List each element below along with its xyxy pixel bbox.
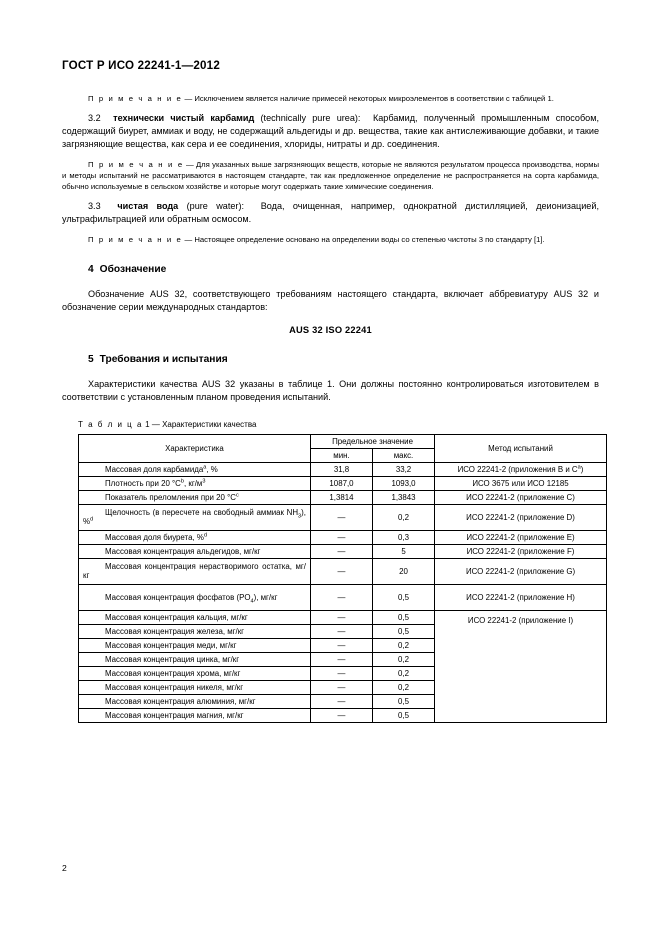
table-caption-word: Т а б л и ц а bbox=[78, 419, 143, 429]
cell-characteristic: Массовая концентрация железа, мг/кг bbox=[79, 624, 311, 638]
table-row bbox=[79, 476, 607, 490]
cell-max: 0,5 bbox=[373, 584, 435, 610]
cell-min: — bbox=[311, 610, 373, 624]
cell-characteristic: Показатель преломления при 20 $^\circ C^c$ bbox=[79, 490, 311, 504]
cell-characteristic: Массовая концентрация фосфатов $(PO_4)$, мг/кг bbox=[79, 584, 311, 610]
cell-max: 0,2 bbox=[373, 666, 435, 680]
superscript: c bbox=[235, 492, 239, 499]
cell-max: 20 bbox=[373, 558, 435, 584]
superscript: a bbox=[203, 464, 207, 471]
note-label: П р и м е ч а н и е bbox=[88, 234, 183, 244]
section-4-title: Обозначение bbox=[99, 264, 167, 276]
term-3-2-english: (technically pure urea): bbox=[260, 112, 361, 123]
cell-method: ИСО 22241-2 (приложение E) bbox=[435, 530, 607, 544]
cell-characteristic: Массовая доля биурета, %$^d$ bbox=[79, 530, 311, 544]
table-row bbox=[79, 504, 607, 530]
document-header: ГОСТ Р ИСО 22241-1—2012 bbox=[62, 59, 220, 72]
cell-min: — bbox=[311, 694, 373, 708]
table-row bbox=[79, 558, 607, 584]
cell-min: — bbox=[311, 666, 373, 680]
cell-method: ИСО 22241-2 (приложение H) bbox=[435, 584, 607, 610]
header-min: мин. bbox=[311, 448, 373, 462]
cell-characteristic: Массовая концентрация меди, мг/кг bbox=[79, 638, 311, 652]
note-paragraph-3 bbox=[62, 234, 599, 245]
cell-max: 1,3843 bbox=[373, 490, 435, 504]
note-paragraph-1 bbox=[62, 93, 599, 104]
cell-method: ИСО 22241-2 (приложение F) bbox=[435, 544, 607, 558]
section-4-number: 4 bbox=[88, 264, 94, 276]
section-4-heading bbox=[62, 264, 599, 275]
note-dash: — bbox=[182, 234, 195, 244]
quality-characteristics-table bbox=[78, 434, 607, 723]
table-caption-number: 1 bbox=[145, 419, 150, 429]
table-row bbox=[79, 490, 607, 504]
term-3-2-name: технически чистый карбамид bbox=[113, 112, 255, 123]
table-body bbox=[79, 462, 607, 722]
cell-min: 31,8 bbox=[311, 462, 373, 476]
cell-method: ИСО 22241-2 (приложение D) bbox=[435, 504, 607, 530]
cell-method: ИСО 3675 или ИСО 12185 bbox=[435, 476, 607, 490]
header-characteristic: Характеристика bbox=[79, 434, 311, 462]
cell-max: 0,5 bbox=[373, 624, 435, 638]
cell-min: — bbox=[311, 530, 373, 544]
cell-min: — bbox=[311, 624, 373, 638]
note-label: П р и м е ч а н и е bbox=[88, 93, 183, 103]
cell-max: 0,3 bbox=[373, 530, 435, 544]
cell-characteristic: Плотность при 20 $^\circ C^b$, $кг/м^3$ bbox=[79, 476, 311, 490]
cell-max: 0,5 bbox=[373, 610, 435, 624]
cell-max: 5 bbox=[373, 544, 435, 558]
table-row bbox=[79, 584, 607, 610]
cell-method: ИСО 22241-2 (приложения B и $C^a$) bbox=[435, 462, 607, 476]
cell-characteristic: Массовая концентрация цинка, мг/кг bbox=[79, 652, 311, 666]
term-3-3-name: чистая вода bbox=[117, 201, 179, 212]
note-text: Для указанных выше загрязняющих веществ, которые не являются результатом процесса производства, нормы и методы испытаний не рассматриваются в настоящем стандарте, так как предложенное определение не распространяется на сорта карбамида, обычно используемые в сельском хозяйстве и которые могут содержать такие химические соединения. bbox=[62, 159, 600, 191]
superscript: 3 bbox=[202, 478, 206, 485]
cell-characteristic: Массовая концентрация альдегидов, мг/кг bbox=[79, 544, 311, 558]
cell-method: ИСО 22241-2 (приложение I) bbox=[435, 610, 607, 722]
table-row bbox=[79, 610, 607, 624]
term-3-2-definition: Карбамид, полученный промышленным способом, содержащий биурет, аммиак и воду, не содержащий альдегиды и др. вещества, такие как антислеживающие добавки, и такие загрязняющие вещества, как сера и ее соединения, хлориды, нитраты и др. соединения. bbox=[62, 112, 600, 149]
superscript: d bbox=[90, 516, 94, 523]
cell-method: ИСО 22241-2 (приложение C) bbox=[435, 490, 607, 504]
note-label: П р и м е ч а н и е bbox=[88, 159, 184, 169]
note-text: Настоящее определение основано на определении воды со степенью чистоты 3 по стандарту [1]. bbox=[194, 234, 545, 244]
cell-max: 33,2 bbox=[373, 462, 435, 476]
note-paragraph-2 bbox=[62, 159, 599, 192]
cell-max: 0,2 bbox=[373, 680, 435, 694]
cell-characteristic: Массовая концентрация алюминия, мг/кг bbox=[79, 694, 311, 708]
cell-max: 0,2 bbox=[373, 638, 435, 652]
designation-code: AUS 32 ISO 22241 bbox=[289, 324, 372, 335]
section-5-heading bbox=[62, 354, 599, 365]
cell-max: 1093,0 bbox=[373, 476, 435, 490]
subscript: 3 bbox=[298, 513, 302, 520]
cell-characteristic: Массовая концентрация кальция, мг/кг bbox=[79, 610, 311, 624]
table-row bbox=[79, 544, 607, 558]
note-dash: — bbox=[183, 159, 196, 169]
header-limit-value: Предельное значение bbox=[311, 434, 435, 448]
cell-max: 0,5 bbox=[373, 694, 435, 708]
term-3-3-paragraph bbox=[62, 200, 599, 226]
cell-min: — bbox=[311, 584, 373, 610]
cell-min: — bbox=[311, 638, 373, 652]
cell-characteristic: Массовая доля карбамида$^a$, % bbox=[79, 462, 311, 476]
cell-characteristic: Массовая концентрация никеля, мг/кг bbox=[79, 680, 311, 694]
cell-min: — bbox=[311, 708, 373, 722]
term-3-3-definition: Вода, очищенная, например, однократной дистилляцией, деионизацией, ультрафильтрацией или обратным осмосом. bbox=[62, 201, 599, 224]
term-3-2-number: 3.2 bbox=[88, 112, 101, 123]
section-4-paragraph: Обозначение AUS 32, соответствующего требованиям настоящего стандарта, включает аббревиатуру AUS 32 и обозначение серии международных стандартов: bbox=[62, 289, 599, 312]
section-5-paragraph: Характеристики качества AUS 32 указаны в таблице 1. Они должны постоянно контролироваться изготовителем в соответствии с установленным планом проведения испытаний. bbox=[62, 378, 599, 402]
header-max: макс. bbox=[373, 448, 435, 462]
term-3-3-english: (pure water): bbox=[186, 201, 244, 212]
table-header-row-1 bbox=[79, 434, 607, 448]
cell-min: 1,3814 bbox=[311, 490, 373, 504]
section-5-title: Требования и испытания bbox=[99, 353, 228, 365]
cell-max: 0,5 bbox=[373, 708, 435, 722]
cell-characteristic: Массовая концентрация нерастворимого остатка, мг/кг bbox=[79, 558, 311, 584]
superscript: d bbox=[203, 532, 208, 539]
table-caption-title: Характеристики качества bbox=[162, 419, 257, 429]
cell-min: — bbox=[311, 504, 373, 530]
header-method: Метод испытаний bbox=[435, 434, 607, 462]
cell-characteristic: Щелочность (в пересчете на свободный аммиак $NH_3$), %$^d$ bbox=[79, 504, 311, 530]
cell-min: — bbox=[311, 558, 373, 584]
cell-min: — bbox=[311, 680, 373, 694]
table-row bbox=[79, 530, 607, 544]
superscript: a bbox=[577, 464, 581, 471]
term-3-2-paragraph bbox=[62, 112, 599, 151]
note-dash: — bbox=[182, 93, 195, 103]
term-3-3-number: 3.3 bbox=[88, 201, 101, 212]
cell-method: ИСО 22241-2 (приложение G) bbox=[435, 558, 607, 584]
subscript: 4 bbox=[250, 598, 254, 605]
cell-max: 0,2 bbox=[373, 652, 435, 666]
table-row bbox=[79, 462, 607, 476]
superscript: b bbox=[180, 478, 185, 485]
table-caption-dash: — bbox=[149, 419, 163, 429]
cell-characteristic: Массовая концентрация хрома, мг/кг bbox=[79, 666, 311, 680]
cell-max: 0,2 bbox=[373, 504, 435, 530]
table-head bbox=[79, 434, 607, 462]
table-caption bbox=[62, 420, 599, 429]
note-text: Исключением является наличие примесей некоторых микроэлементов в соответствии с таблицей 1. bbox=[194, 93, 554, 103]
cell-min: 1087,0 bbox=[311, 476, 373, 490]
cell-min: — bbox=[311, 652, 373, 666]
cell-characteristic: Массовая концентрация магния, мг/кг bbox=[79, 708, 311, 722]
cell-min: — bbox=[311, 544, 373, 558]
page-number: 2 bbox=[62, 863, 67, 873]
section-5-number: 5 bbox=[88, 353, 94, 365]
